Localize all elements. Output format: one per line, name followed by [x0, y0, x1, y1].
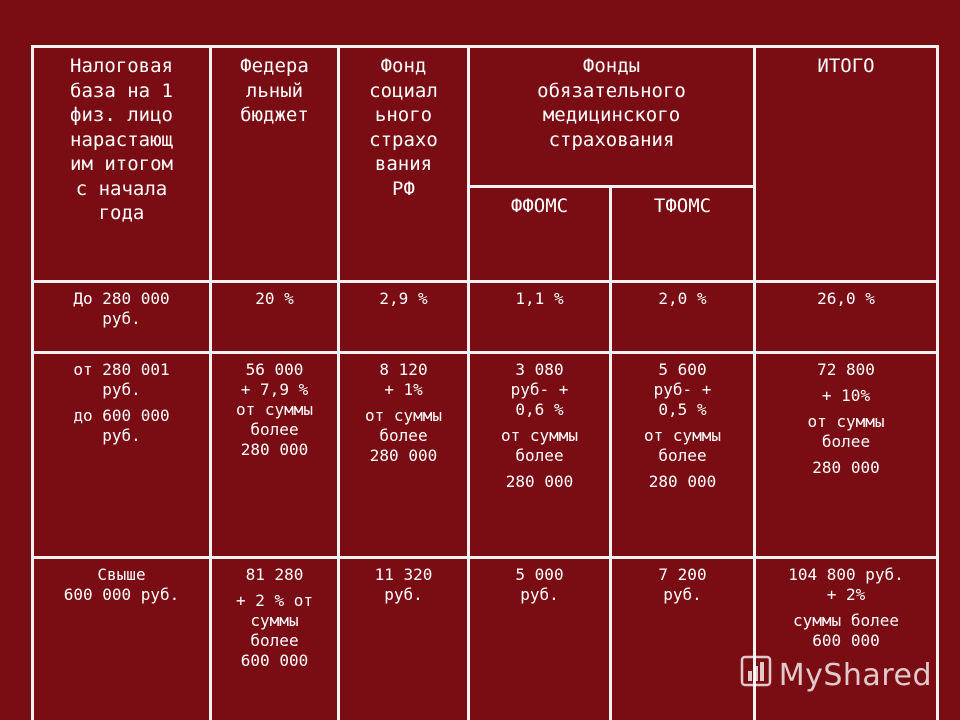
cell-total-note: суммы более 600 000	[793, 611, 899, 650]
cell-tfoms-threshold: 280 000	[648, 472, 717, 491]
cell-base-from: от 280 001 руб.	[73, 360, 170, 399]
bar-chart-icon	[739, 654, 773, 696]
header-tax-base: Налоговая база на 1 физ. лицо нарастающ им итогом с начала года	[33, 47, 211, 282]
cell-federal: 20 %	[211, 282, 339, 353]
cell-federal: 56 000 + 7,9 % от суммы более 280 000	[211, 353, 339, 558]
cell-fss: 11 320 руб.	[339, 558, 469, 720]
cell-total-note: от суммы более	[807, 412, 885, 451]
header-federal-budget: Федера льный бюджет	[211, 47, 339, 282]
cell-ffoms	[469, 353, 611, 558]
watermark	[739, 654, 932, 696]
cell-total-threshold: 280 000	[812, 458, 880, 477]
tax-rate-table	[31, 45, 939, 720]
cell-fss-note: от суммы более 280 000	[364, 406, 443, 465]
cell-fss-amount: 8 120 + 1%	[379, 360, 428, 399]
table-row	[33, 353, 938, 558]
cell-total	[755, 353, 938, 558]
cell-total-rate: + 10%	[821, 386, 871, 405]
cell-base	[33, 353, 211, 558]
cell-base: До 280 000 руб.	[33, 282, 211, 353]
cell-ffoms: 5 000 руб.	[469, 558, 611, 720]
cell-tfoms: 2,0 %	[611, 282, 755, 353]
cell-base-to: до 600 000 руб.	[73, 406, 170, 445]
cell-tfoms-amount: 5 600 руб- + 0,5 %	[653, 360, 712, 419]
header-total: ИТОГО	[755, 47, 938, 282]
cell-ffoms-threshold: 280 000	[505, 472, 574, 491]
cell-federal-note: + 2 % от суммы более 600 000	[235, 591, 314, 670]
header-tfoms: ТФОМС	[611, 187, 755, 282]
cell-fss	[339, 353, 469, 558]
cell-federal-amount: 81 280	[245, 565, 304, 584]
cell-ffoms: 1,1 %	[469, 282, 611, 353]
cell-tfoms-note: от суммы более	[643, 426, 722, 465]
cell-ffoms-note: от суммы более	[500, 426, 579, 465]
cell-total-amount: 72 800	[817, 360, 875, 379]
cell-total: 26,0 %	[755, 282, 938, 353]
header-ffoms: ФФОМС	[469, 187, 611, 282]
cell-base: Свыше 600 000 руб.	[33, 558, 211, 720]
table-row	[33, 282, 938, 353]
cell-fss: 2,9 %	[339, 282, 469, 353]
table-header-row	[33, 47, 938, 187]
cell-tfoms: 7 200 руб.	[611, 558, 755, 720]
cell-tfoms	[611, 353, 755, 558]
watermark-text: MyShared	[778, 657, 932, 693]
cell-total-amount: 104 800 руб. + 2%	[788, 565, 904, 604]
header-social-insurance-fund: Фонд социал ьного страхо вания РФ	[339, 47, 469, 282]
cell-ffoms-amount: 3 080 руб- + 0,6 %	[510, 360, 569, 419]
header-medical-insurance-funds: Фонды обязательного медицинского страхования	[469, 47, 755, 187]
cell-federal	[211, 558, 339, 720]
